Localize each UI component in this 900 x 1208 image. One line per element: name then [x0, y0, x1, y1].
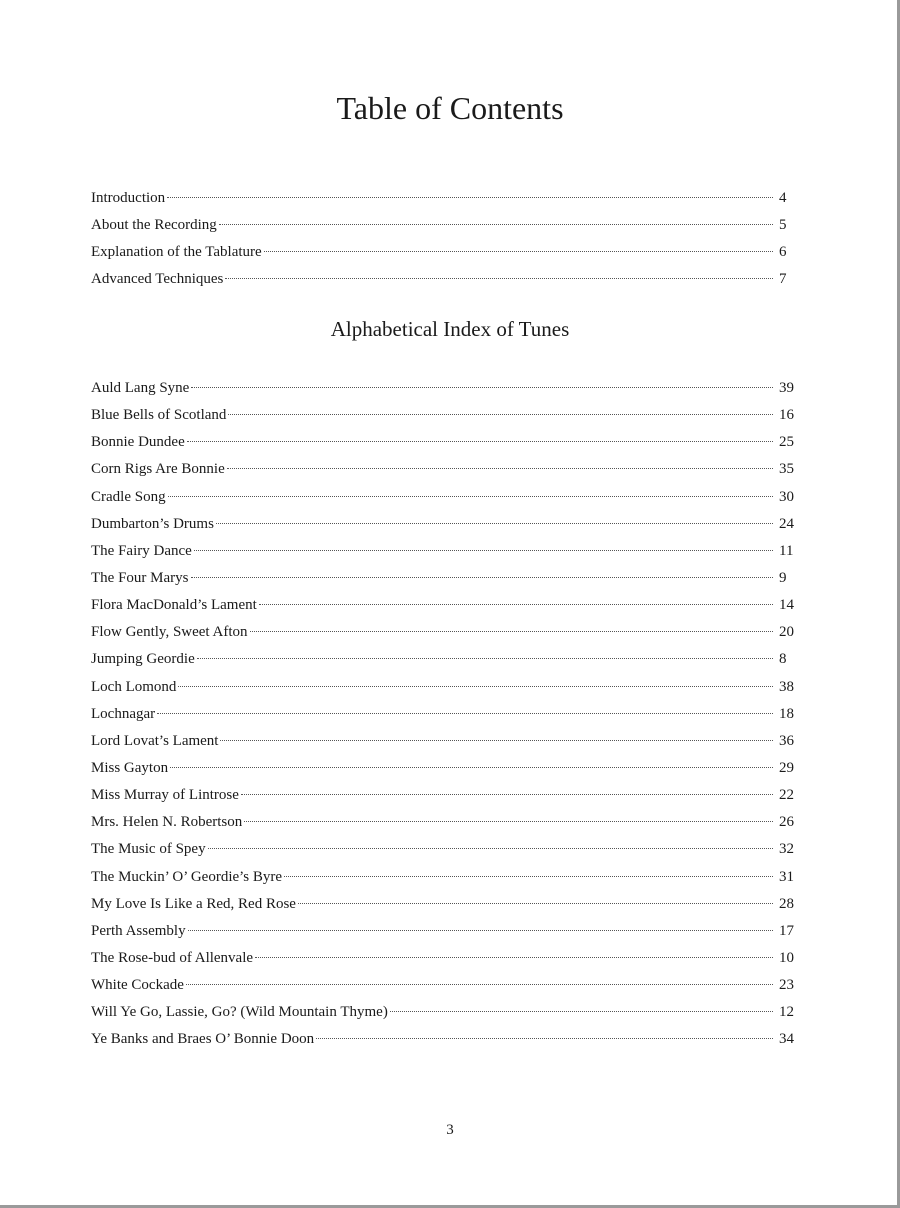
toc-entry [91, 646, 807, 673]
toc-entry [91, 999, 807, 1026]
toc-entry-page: 9 [779, 569, 787, 586]
toc-entry [91, 836, 807, 863]
toc-entry-page: 8 [779, 651, 787, 668]
toc-entry-page: 7 [779, 271, 787, 288]
toc-entry-title: Loch Lomond [91, 678, 177, 695]
toc-entry-page: 28 [779, 895, 794, 912]
toc-entry-page: 23 [779, 977, 794, 994]
toc-entry-page: 18 [779, 705, 794, 722]
toc-entry-title: The Fairy Dance [91, 542, 192, 559]
toc-entry [91, 266, 807, 293]
toc-entry-title: Will Ye Go, Lassie, Go? (Wild Mountain Thyme) [91, 1004, 388, 1021]
toc-entry [91, 538, 807, 565]
toc-entry [91, 728, 807, 755]
toc-entry [91, 511, 807, 538]
toc-entry-page: 34 [779, 1031, 794, 1048]
toc-entry [91, 674, 807, 701]
toc-entry [91, 891, 807, 918]
toc-entry [91, 456, 807, 483]
toc-entry-page: 20 [779, 624, 794, 641]
dot-leader [316, 1037, 773, 1039]
toc-entry-title: Introduction [91, 190, 166, 206]
toc-entry-page: 24 [779, 515, 794, 532]
toc-entry-title: My Love Is Like a Red, Red Rose [91, 895, 296, 912]
dot-leader [208, 847, 773, 849]
toc-entry-title: About the Recording [91, 217, 217, 234]
toc-entry-title: Advanced Techniques [91, 271, 224, 288]
toc-entry-page: 12 [779, 1004, 794, 1021]
toc-entry-title: The Music of Spey [91, 841, 206, 858]
toc-entry-title: Bonnie Dundee [91, 434, 185, 451]
dot-leader [227, 467, 773, 469]
dot-leader [255, 956, 773, 958]
toc-entry [91, 185, 807, 212]
toc-entry-page: 5 [779, 217, 787, 234]
toc-entry-title: Perth Assembly [91, 922, 186, 939]
toc-entry-page: 4 [779, 190, 787, 206]
toc-entry-title: Blue Bells of Scotland [91, 407, 227, 424]
toc-entry [91, 864, 807, 891]
toc-entry [91, 429, 807, 456]
toc-entry-title: Flow Gently, Sweet Afton [91, 624, 248, 641]
toc-entry-title: White Cockade [91, 977, 184, 994]
dot-leader [220, 739, 773, 741]
dot-leader [219, 223, 773, 225]
dot-leader [188, 929, 773, 931]
dot-leader [194, 549, 773, 551]
dot-leader [225, 277, 773, 279]
toc-entry-title: Lord Lovat’s Lament [91, 732, 219, 749]
toc-entry-title: Explanation of the Tablature [91, 244, 262, 261]
toc-entry [91, 755, 807, 782]
toc-entry-page: 26 [779, 814, 794, 831]
toc-entry [91, 972, 807, 999]
toc-entry [91, 782, 807, 809]
dot-leader [167, 196, 773, 198]
dot-leader [250, 630, 773, 632]
tune-index-list [91, 375, 807, 1054]
toc-entry-page: 38 [779, 678, 794, 695]
toc-entry-title: The Four Marys [91, 569, 189, 586]
toc-entry-title: Dumbarton’s Drums [91, 515, 214, 532]
toc-entry-page: 31 [779, 868, 794, 885]
toc-entry [91, 239, 807, 266]
dot-leader [187, 440, 773, 442]
dot-leader [186, 983, 773, 985]
dot-leader [168, 495, 773, 497]
toc-entry-title: Lochnagar [91, 705, 156, 722]
toc-entry-title: The Rose-bud of Allenvale [91, 949, 254, 966]
front-matter-list [91, 185, 807, 294]
dot-leader [264, 250, 773, 252]
toc-entry [91, 1026, 807, 1053]
toc-entry [91, 375, 807, 402]
toc-entry-page: 35 [779, 461, 794, 478]
toc-entry [91, 945, 807, 972]
toc-entry-page: 39 [779, 380, 794, 396]
dot-leader [298, 902, 773, 904]
dot-leader [197, 657, 773, 659]
page-title: Table of Contents [336, 90, 564, 126]
dot-leader [244, 820, 773, 822]
toc-entry-page: 6 [779, 244, 787, 261]
dot-leader [178, 685, 773, 687]
toc-entry-page: 16 [779, 407, 794, 424]
dot-leader [259, 603, 773, 605]
toc-entry-title: Mrs. Helen N. Robertson [91, 814, 243, 831]
page-number: 3 [446, 1122, 454, 1138]
toc-entry [91, 484, 807, 511]
toc-entry-title: Flora MacDonald’s Lament [91, 597, 257, 614]
dot-leader [390, 1010, 773, 1012]
toc-entry-page: 11 [779, 542, 794, 559]
toc-entry-page: 14 [779, 597, 794, 614]
dot-leader [170, 766, 773, 768]
toc-entry [91, 592, 807, 619]
toc-entry-page: 29 [779, 759, 794, 776]
toc-entry [91, 918, 807, 945]
dot-leader [191, 576, 774, 578]
dot-leader [216, 522, 773, 524]
toc-entry-page: 22 [779, 787, 794, 804]
toc-entry-title: Miss Murray of Lintrose [91, 787, 239, 804]
toc-entry [91, 701, 807, 728]
toc-entry-title: Cradle Song [91, 488, 166, 505]
toc-entry [91, 619, 807, 646]
toc-entry-title: Miss Gayton [91, 759, 169, 776]
index-title: Alphabetical Index of Tunes [330, 317, 570, 341]
toc-entry-title: Corn Rigs Are Bonnie [91, 461, 225, 478]
toc-entry-page: 32 [779, 841, 794, 858]
toc-entry [91, 809, 807, 836]
toc-entry [91, 565, 807, 592]
dot-leader [284, 875, 773, 877]
dot-leader [228, 413, 773, 415]
toc-entry-title: Ye Banks and Braes O’ Bonnie Doon [91, 1031, 315, 1048]
dot-leader [157, 712, 773, 714]
toc-entry-title: Jumping Geordie [91, 651, 195, 668]
toc-entry-page: 10 [779, 949, 794, 966]
toc-entry-page: 17 [779, 922, 794, 939]
toc-entry-page: 25 [779, 434, 794, 451]
toc-entry [91, 402, 807, 429]
toc-entry-title: The Muckin’ O’ Geordie’s Byre [91, 868, 283, 885]
dot-leader [191, 386, 773, 388]
dot-leader [241, 793, 773, 795]
toc-entry [91, 212, 807, 239]
toc-entry-title: Auld Lang Syne [91, 380, 190, 396]
toc-entry-page: 36 [779, 732, 794, 749]
toc-entry-page: 30 [779, 488, 794, 505]
